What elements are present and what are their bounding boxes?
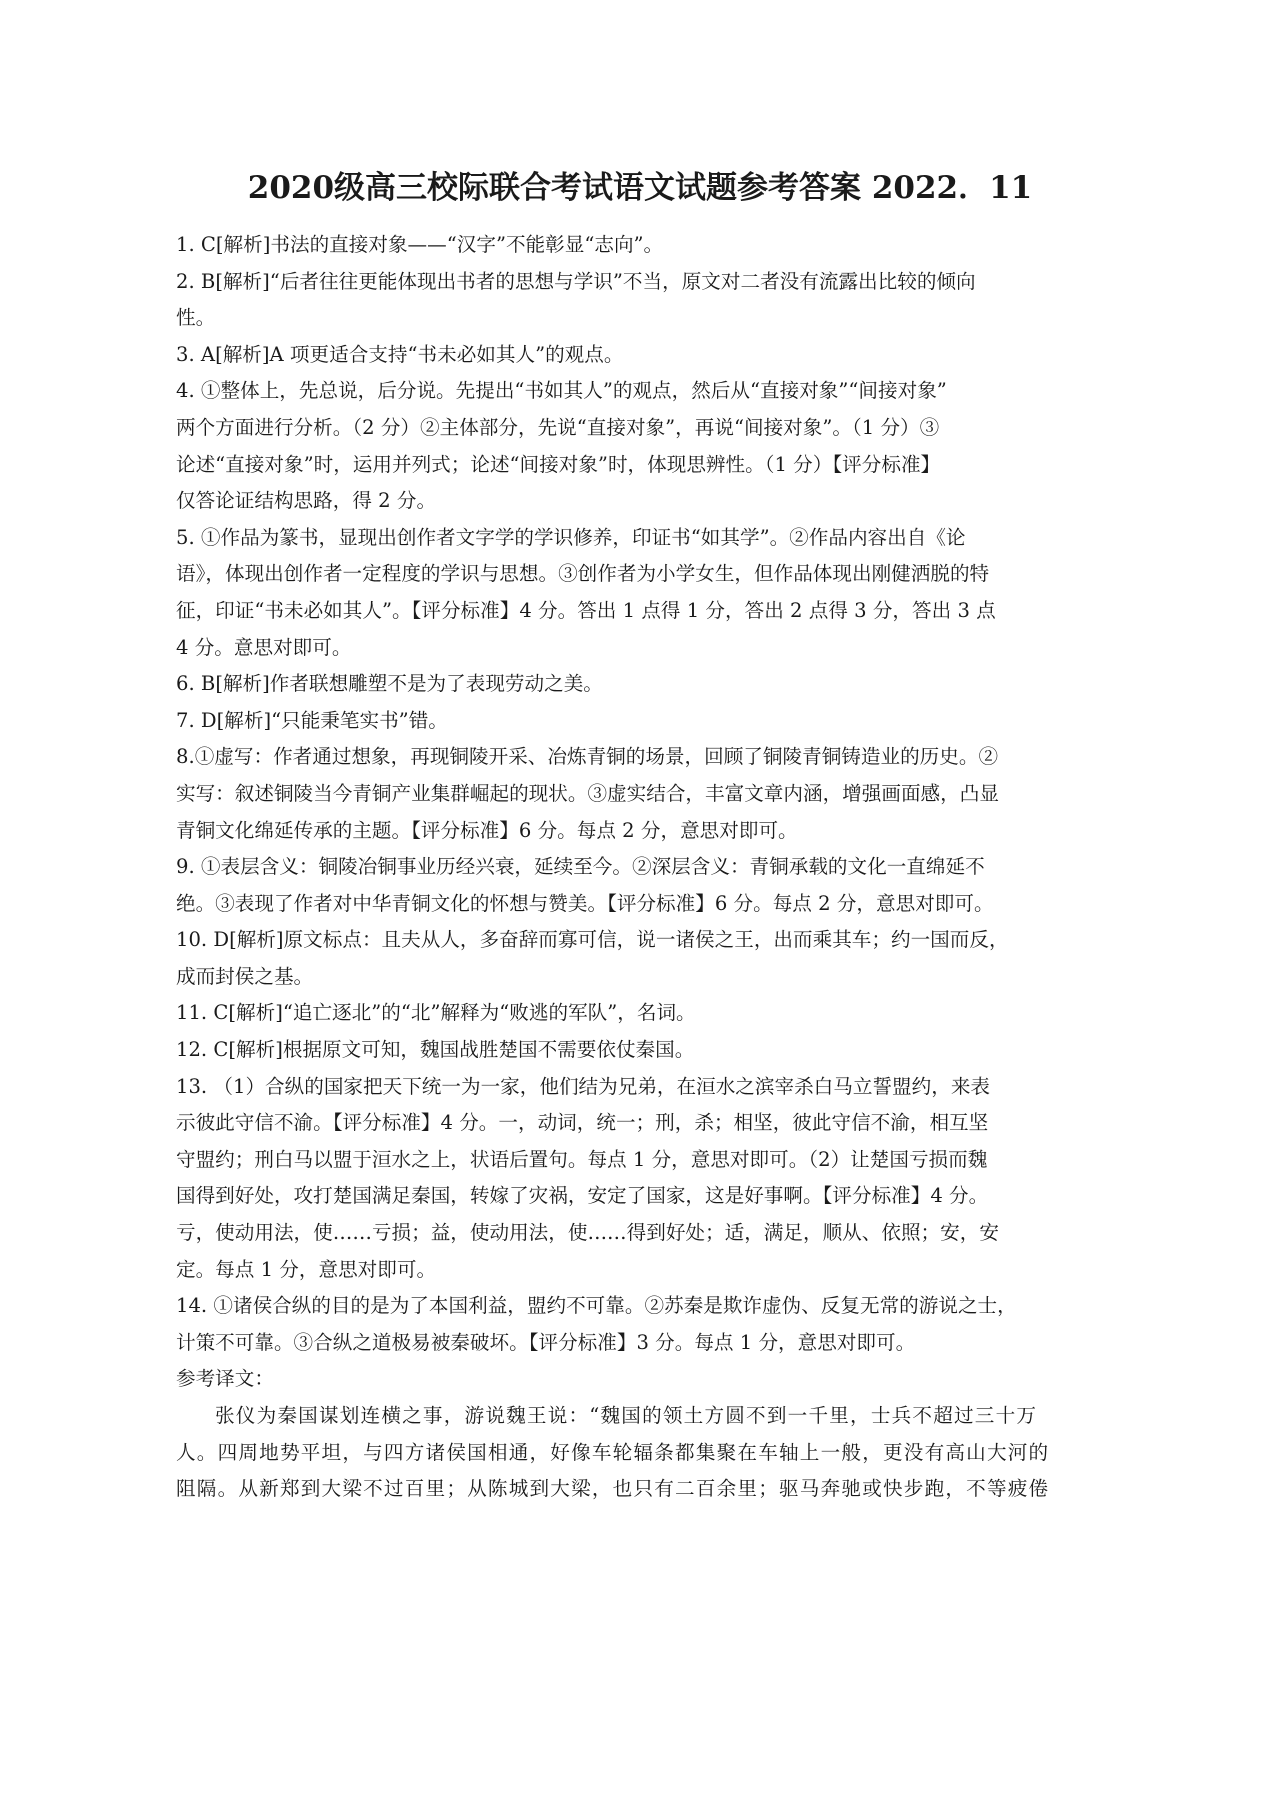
text-line: 4 分。意思对即可。 bbox=[176, 635, 352, 659]
translation-line: 人。四周地势平坦，与四方诸侯国相通，好像车轮辐条都集聚在车轴上一般，更没有高山大河的 bbox=[176, 1440, 1050, 1464]
text-line: 1. C[解析]书法的直接对象——“汉字”不能彰显“志向”。 bbox=[176, 233, 664, 256]
text-line: 7. D[解析]“只能秉笔实书”错。 bbox=[176, 708, 448, 732]
text-line: 语》，体现出创作者一定程度的学识与思想。③创作者为小学女生，但作品体现出刚健洒脱的特 bbox=[176, 562, 990, 586]
text-line: 绝。③表现了作者对中华青铜文化的怀想与赞美。【评分标准】6 分。每点 2 分，意思对即可。 bbox=[176, 891, 994, 915]
text-line: 论述“直接对象”时，运用并列式；论述“间接对象”时，体现思辨性。（1 分）【评分标准】 bbox=[176, 452, 941, 476]
document-title: 2020级高三校际联合考试语文试题参考答案 2022．11 bbox=[247, 170, 1033, 206]
translation-line: 阻隔。从新郑到大梁不过百里；从陈城到大梁，也只有二百余里；驱马奔驰或快步跑，不等疲倦 bbox=[176, 1477, 1050, 1501]
text-line: 亏，使动用法，使……亏损；益，使动用法，使……得到好处；适，满足，顺从、依照；安，安 bbox=[176, 1221, 999, 1245]
text-line: 2. B[解析]“后者往往更能体现出书者的思想与学识”不当，原文对二者没有流露出比较的倾向 bbox=[176, 269, 976, 293]
text-line: 3. A[解析]A 项更适合支持“书未必如其人”的观点。 bbox=[176, 342, 624, 366]
text-line: 14. ①诸侯合纵的目的是为了本国利益，盟约不可靠。②苏秦是欺诈虚伪、反复无常的游说之士， bbox=[176, 1294, 1017, 1318]
text-line: 11. C[解析]“追亡逐北”的“北”解释为“败逃的军队”，名词。 bbox=[176, 1001, 696, 1025]
answer-body bbox=[176, 227, 1126, 1508]
text-line: 守盟约；刑白马以盟于洹水之上，状语后置句。每点 1 分，意思对即可。（2）让楚国亏损而魏 bbox=[176, 1147, 988, 1171]
text-line: 5. ①作品为篆书，显现出创作者文字学的学识修养，印证书“如其学”。②作品内容出自《论 bbox=[176, 525, 966, 549]
text-line: 4. ①整体上，先总说，后分说。先提出“书如其人”的观点，然后从“直接对象”“间接对象” bbox=[176, 379, 947, 403]
text-line: 9. ①表层含义：铜陵冶铜事业历经兴衰，延续至今。②深层含义：青铜承载的文化一直绵延不 bbox=[176, 855, 985, 879]
text-line: 青铜文化绵延传承的主题。【评分标准】6 分。每点 2 分，意思对即可。 bbox=[176, 818, 798, 842]
text-line: 8.①虚写：作者通过想象，再现铜陵开采、冶炼青铜的场景，回顾了铜陵青铜铸造业的历史。② bbox=[176, 745, 999, 769]
text-line: 性。 bbox=[176, 306, 216, 330]
text-line: 实写：叙述铜陵当今青铜产业集群崛起的现状。③虚实结合，丰富文章内涵，增强画面感，凸显 bbox=[176, 781, 999, 805]
text-line: 计策不可靠。③合纵之道极易被秦破坏。【评分标准】3 分。每点 1 分，意思对即可。 bbox=[176, 1330, 916, 1354]
text-line: 征，印证“书未必如其人”。【评分标准】4 分。答出 1 点得 1 分，答出 2 点得 3 分，答出 3 点 bbox=[176, 598, 996, 622]
text-line: 6. B[解析]作者联想雕塑不是为了表现劳动之美。 bbox=[176, 672, 603, 696]
text-line: 12. C[解析]根据原文可知，魏国战胜楚国不需要依仗秦国。 bbox=[176, 1038, 695, 1062]
text-line: 两个方面进行分析。（2 分）②主体部分，先说“直接对象”，再说“间接对象”。（1 分）③ bbox=[176, 415, 940, 439]
text-line: 示彼此守信不渝。【评分标准】4 分。一，动词，统一；刑，杀；相坚，彼此守信不渝，相互坚 bbox=[176, 1111, 989, 1135]
translation-line: 张仪为秦国谋划连横之事，游说魏王说：“魏国的领土方圆不到一千里，士兵不超过三十万 bbox=[215, 1404, 1038, 1427]
text-line: 仅答论证结构思路，得 2 分。 bbox=[176, 489, 437, 513]
text-line: 10. D[解析]原文标点：且夫从人，多奋辞而寡可信，说一诸侯之王，出而乘其车；约一国而反， bbox=[176, 928, 1009, 952]
text-line: 国得到好处，攻打楚国满足秦国，转嫁了灾祸，安定了国家，这是好事啊。【评分标准】4 分。 bbox=[176, 1184, 989, 1208]
text-line: 成而封侯之基。 bbox=[176, 964, 314, 988]
text-line: 13. （1）合纵的国家把天下统一为一家，他们结为兄弟，在洹水之滨宰杀白马立誓盟约，来表 bbox=[176, 1074, 991, 1098]
section-label-translation: 参考译文： bbox=[176, 1367, 274, 1391]
text-line: 定。每点 1 分，意思对即可。 bbox=[176, 1257, 437, 1281]
